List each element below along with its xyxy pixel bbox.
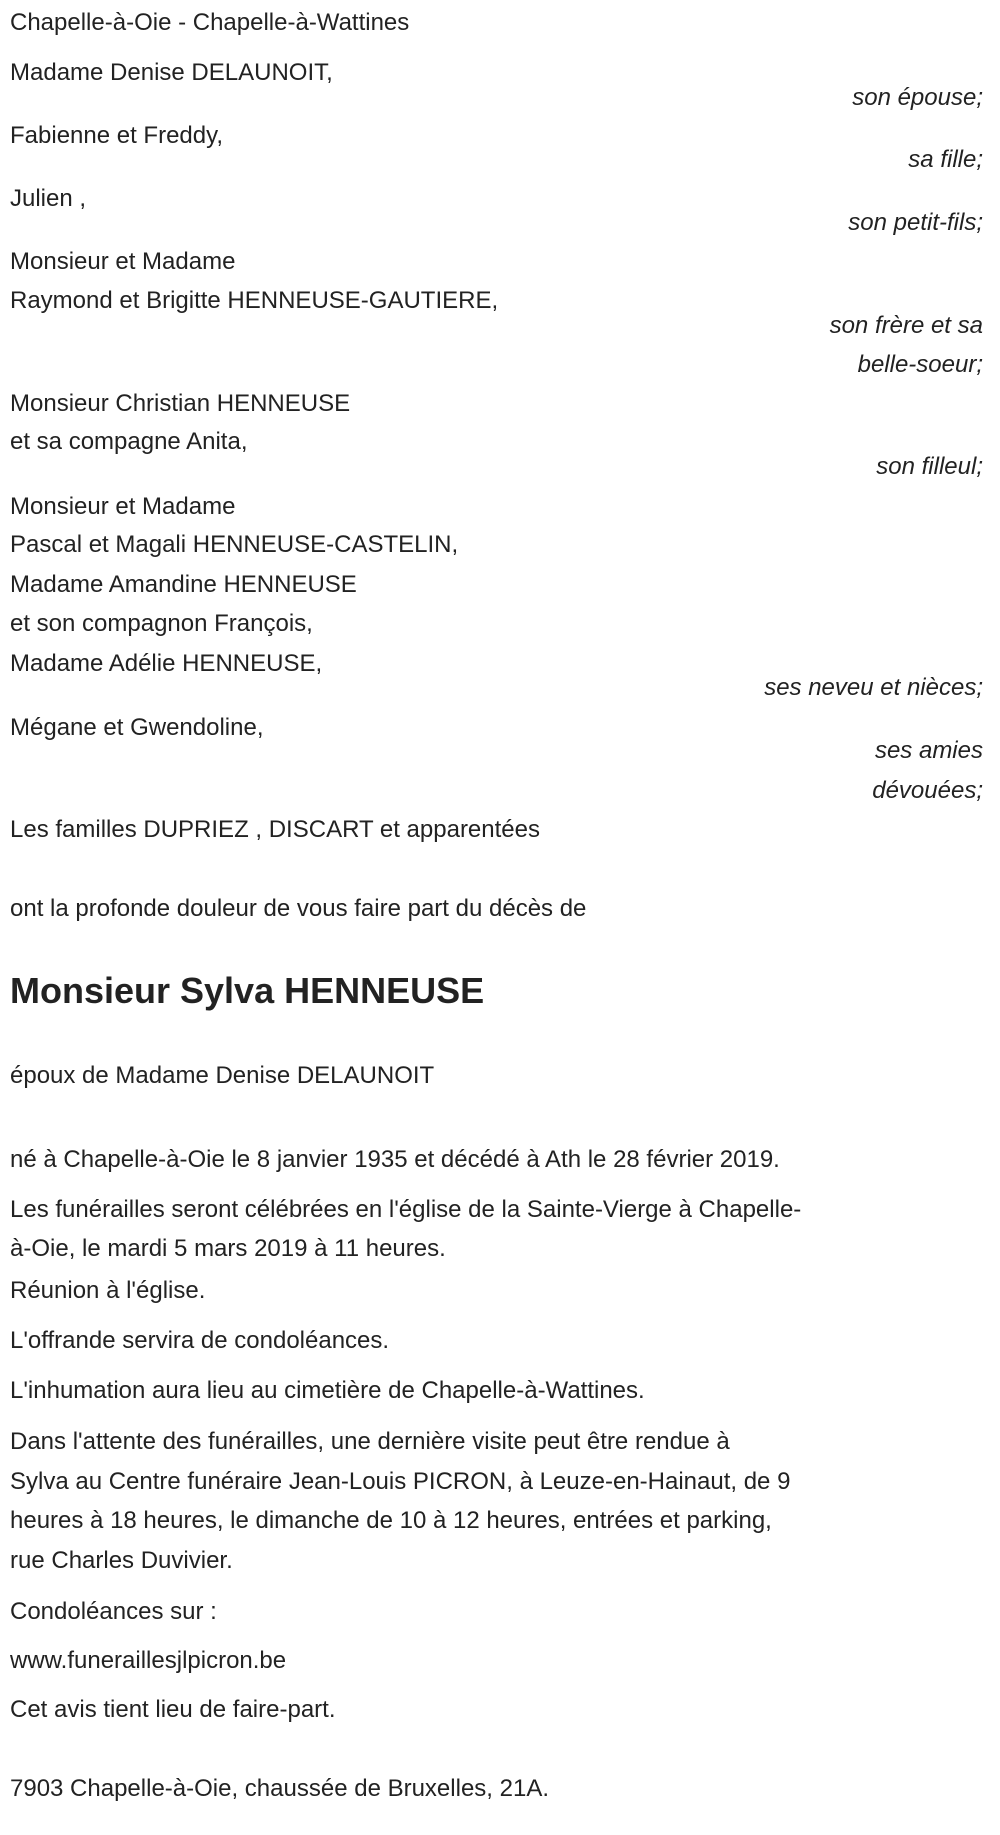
family-name: Pascal et Magali HENNEUSE-CASTELIN,: [10, 531, 459, 558]
family-name: Madame Adélie HENNEUSE,: [10, 650, 323, 677]
family-name: Raymond et Brigitte HENNEUSE-GAUTIERE,: [10, 287, 499, 314]
spouse-line: époux de Madame Denise DELAUNOIT: [10, 1062, 435, 1089]
offering-info: L'offrande servira de condoléances.: [10, 1327, 390, 1354]
address: 7903 Chapelle-à-Oie, chaussée de Bruxelles, 21A.: [10, 1775, 549, 1802]
visit-info: Sylva au Centre funéraire Jean-Louis PICRON, à Leuze-en-Hainaut, de 9: [10, 1468, 791, 1495]
meeting-info: Réunion à l'église.: [10, 1277, 206, 1304]
family-relation: dévouées;: [872, 777, 983, 804]
family-name: Julien ,: [10, 185, 87, 212]
notice: Cet avis tient lieu de faire-part.: [10, 1696, 336, 1723]
family-name: et sa compagne Anita,: [10, 428, 248, 455]
announcement: ont la profonde douleur de vous faire part du décès de: [10, 895, 587, 922]
family-relation: ses amies: [874, 737, 983, 764]
deceased-name: Monsieur Sylva HENNEUSE: [10, 970, 485, 1011]
funeral-info: à-Oie, le mardi 5 mars 2019 à 11 heures.: [10, 1235, 446, 1262]
family-name: Monsieur et Madame: [10, 493, 236, 520]
condolences-label: Condoléances sur :: [10, 1598, 217, 1625]
family-name: Mégane et Gwendoline,: [10, 714, 264, 741]
family-relation: son filleul;: [876, 453, 983, 480]
family-relation: son frère et sa: [829, 312, 983, 339]
visit-info: heures à 18 heures, le dimanche de 10 à 12 heures, entrées et parking,: [10, 1507, 772, 1534]
family-relation: sa fille;: [908, 146, 983, 173]
burial-info: L'inhumation aura lieu au cimetière de Chapelle-à-Wattines.: [10, 1377, 645, 1404]
visit-info: rue Charles Duvivier.: [10, 1547, 233, 1574]
family-relation: belle-soeur;: [857, 351, 983, 378]
family-name: Madame Denise DELAUNOIT,: [10, 59, 333, 86]
birth-death: né à Chapelle-à-Oie le 8 janvier 1935 et décédé à Ath le 28 février 2019.: [10, 1146, 780, 1173]
family-name: et son compagnon François,: [10, 610, 313, 637]
website-link[interactable]: www.funeraillesjlpicron.be: [10, 1647, 287, 1674]
locality-header: Chapelle-à-Oie - Chapelle-à-Wattines: [10, 9, 410, 36]
family-name: Monsieur Christian HENNEUSE: [10, 390, 351, 417]
family-relation: son épouse;: [852, 84, 983, 111]
family-name: Monsieur et Madame: [10, 248, 236, 275]
family-name: Fabienne et Freddy,: [10, 122, 224, 149]
families-line: Les familles DUPRIEZ , DISCART et apparentées: [10, 816, 540, 843]
funeral-info: Les funérailles seront célébrées en l'église de la Sainte-Vierge à Chapelle-: [10, 1196, 802, 1223]
visit-info: Dans l'attente des funérailles, une dernière visite peut être rendue à: [10, 1428, 730, 1455]
family-relation: ses neveu et nièces;: [764, 674, 983, 701]
family-name: Madame Amandine HENNEUSE: [10, 571, 357, 598]
family-relation: son petit-fils;: [848, 209, 983, 236]
